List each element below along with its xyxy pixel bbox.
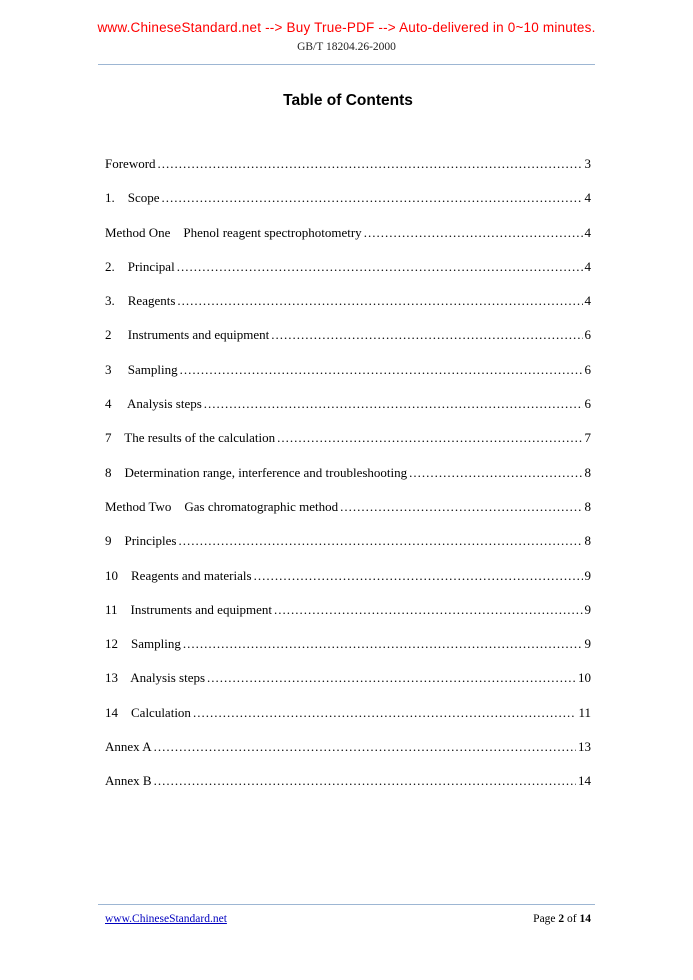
- toc-entry: [105, 533, 591, 549]
- toc-entry-label: 14 Calculation: [105, 704, 191, 720]
- toc-entry-page: 4: [584, 258, 591, 274]
- toc-leader-dots: [177, 293, 582, 309]
- page-number-total: 14: [579, 913, 591, 925]
- toc-entry: [105, 739, 591, 755]
- toc-leader-dots: [158, 156, 583, 172]
- page-number-current: 2: [558, 913, 565, 925]
- page-footer: [105, 913, 591, 925]
- page-number-prefix: Page: [533, 913, 559, 925]
- table-of-contents: [105, 92, 591, 808]
- toc-entry: [105, 636, 591, 652]
- toc-entry-label: 10 Reagents and materials: [105, 567, 252, 583]
- toc-entry: [105, 190, 591, 206]
- toc-entry-page: 9: [584, 636, 591, 652]
- toc-leader-dots: [180, 362, 583, 378]
- toc-leader-dots: [207, 670, 576, 686]
- toc-leader-dots: [193, 705, 577, 721]
- toc-entry-page: 4: [584, 293, 591, 309]
- toc-leader-dots: [154, 773, 576, 789]
- toc-entry-page: 6: [584, 361, 591, 377]
- toc-entry-label: 3. Reagents: [105, 293, 176, 309]
- toc-entry: [105, 362, 591, 378]
- page-number-indicator: [533, 913, 591, 925]
- toc-entry: [105, 327, 591, 343]
- standard-number: GB/T 18204.26-2000: [297, 41, 396, 53]
- toc-entry-label: 1. Scope: [105, 190, 160, 206]
- toc-leader-dots: [177, 259, 583, 275]
- toc-leader-dots: [409, 465, 582, 481]
- toc-entry-page: 9: [584, 567, 591, 583]
- toc-entry-label: 7 The results of the calculation: [105, 430, 276, 446]
- toc-entry-page: 8: [584, 498, 591, 514]
- toc-entry-page: 7: [584, 430, 591, 446]
- toc-entry-page: 8: [584, 464, 591, 480]
- toc-entry-label: Method Two Gas chromatographic method: [105, 498, 339, 514]
- toc-leader-dots: [340, 499, 582, 515]
- toc-entry: [105, 499, 591, 515]
- toc-entry-label: 4 Analysis steps: [105, 396, 202, 412]
- toc-entry-page: 10: [578, 670, 591, 686]
- toc-entry-page: 9: [584, 601, 591, 617]
- toc-entry-page: 6: [584, 396, 591, 412]
- toc-entry-label: 2. Principal: [105, 258, 175, 274]
- toc-entry: [105, 568, 591, 584]
- toc-entry-label: Annex A: [105, 739, 152, 755]
- toc-entry-page: 8: [584, 533, 591, 549]
- toc-entry: [105, 602, 591, 618]
- footer-divider: [98, 904, 595, 905]
- toc-entry-label: 12 Sampling: [105, 636, 181, 652]
- toc-leader-dots: [179, 533, 583, 549]
- toc-entry-label: 3 Sampling: [105, 361, 178, 377]
- header-divider: [98, 64, 595, 65]
- toc-leader-dots: [254, 568, 583, 584]
- toc-leader-dots: [271, 327, 582, 343]
- toc-entry-page: 14: [578, 773, 591, 789]
- page-title: Table of Contents: [283, 92, 413, 109]
- toc-entry-page: 3: [584, 156, 591, 171]
- page-number-middle: of: [564, 913, 580, 925]
- promo-banner-text: www.ChineseStandard.net --> Buy True-PDF --> Auto-delivered in 0~10 minutes.: [97, 20, 596, 35]
- toc-entry-page: 4: [584, 224, 591, 240]
- toc-entry: [105, 705, 591, 721]
- toc-leader-dots: [274, 602, 582, 618]
- toc-entry-page: 6: [584, 327, 591, 343]
- toc-entry-label: 2 Instruments and equipment: [105, 327, 270, 343]
- toc-entry-label: Foreword: [105, 156, 156, 171]
- toc-entry: [105, 396, 591, 412]
- toc-entry: [105, 773, 591, 789]
- toc-leader-dots: [204, 396, 583, 412]
- toc-entry-label: 9 Principles: [105, 533, 177, 549]
- toc-leader-dots: [162, 190, 583, 206]
- toc-leader-dots: [277, 430, 582, 446]
- toc-entry-page: 13: [578, 739, 591, 755]
- toc-entry-label: Annex B: [105, 773, 152, 789]
- toc-entry-page: 4: [584, 190, 591, 206]
- toc-entry-label: 11 Instruments and equipment: [105, 601, 273, 617]
- toc-entry: [105, 670, 591, 686]
- toc-entry: [105, 430, 591, 446]
- toc-leader-dots: [183, 636, 583, 652]
- toc-entry: [105, 156, 591, 172]
- toc-entry: [105, 225, 591, 241]
- toc-entry-label: Method One Phenol reagent spectrophotometry: [105, 224, 362, 240]
- toc-entry-label: 8 Determination range, interference and troubleshooting: [105, 464, 408, 480]
- toc-entry: [105, 465, 591, 481]
- toc-entry-page: 11: [578, 704, 591, 720]
- footer-website-link[interactable]: www.ChineseStandard.net: [105, 913, 227, 925]
- toc-entry: [105, 259, 591, 275]
- toc-entry: [105, 293, 591, 309]
- toc-entry-label: 13 Analysis steps: [105, 670, 206, 686]
- toc-leader-dots: [364, 225, 583, 241]
- toc-leader-dots: [154, 739, 576, 755]
